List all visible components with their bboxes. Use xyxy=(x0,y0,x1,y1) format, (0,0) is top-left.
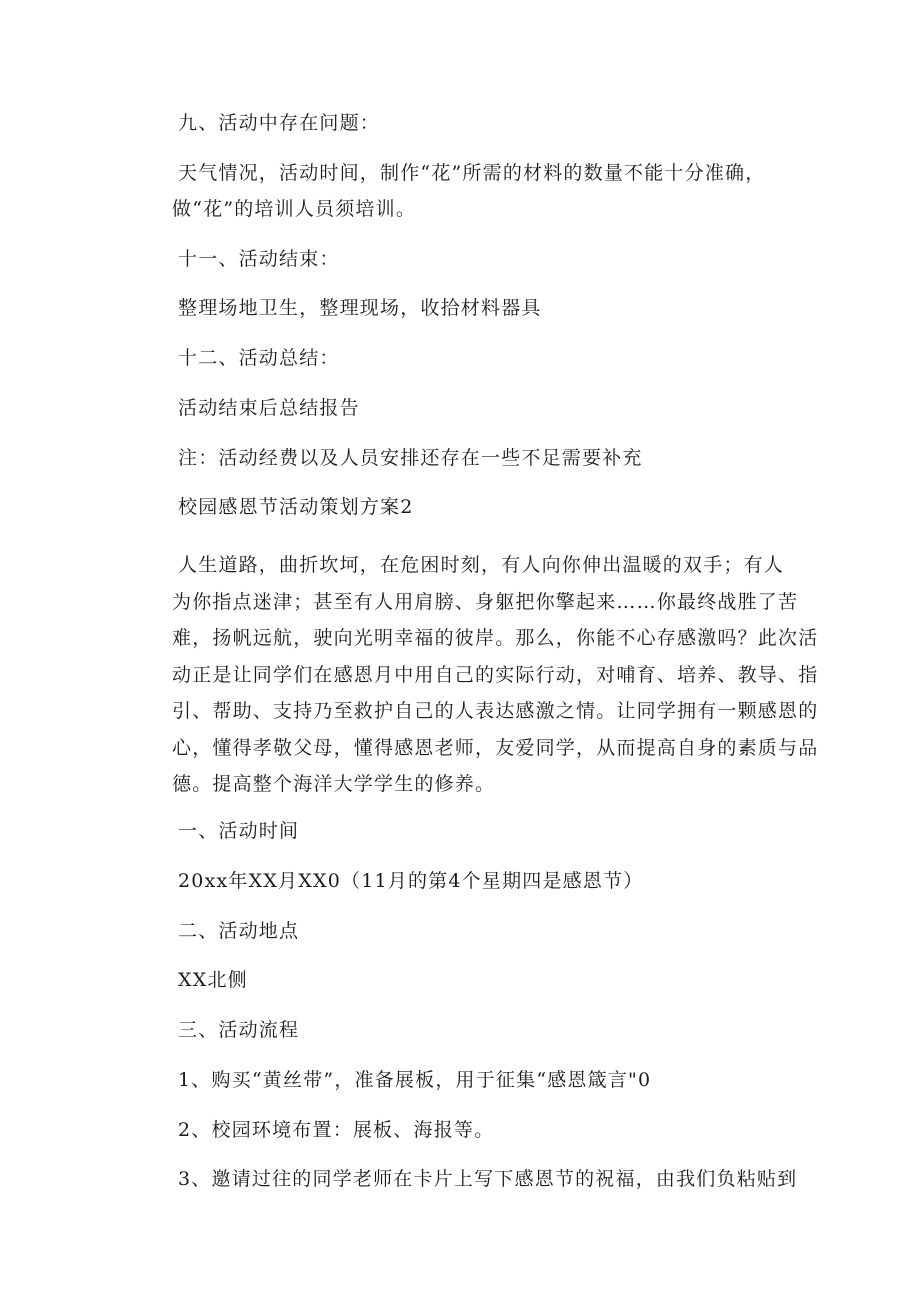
location-text: XX北侧 xyxy=(178,969,248,991)
summary-text: 活动结束后总结报告 xyxy=(178,397,360,419)
issues-text-line-1: 天气情况，活动时间，制作“花”所需的材料的数量不能十分准确， xyxy=(178,162,766,184)
heading-process: 三、活动流程 xyxy=(178,1019,300,1041)
plan-title: 校园感恩节活动策划方案2 xyxy=(178,496,414,518)
intro-line-2: 为你指点迷津；甚至有人用肩膀、身躯把你擎起来……你最终战胜了苦 xyxy=(172,590,799,613)
heading-time: 一、活动时间 xyxy=(178,820,300,842)
heading-summary: 十二、活动总结： xyxy=(178,347,340,369)
process-step-2: 2、校园环境布置：展板、海报等。 xyxy=(178,1119,495,1141)
intro-line-3: 难，扬帆远航，驶向光明幸福的彼岸。那么，你能不心存感激吗？此次活 xyxy=(172,627,819,649)
intro-line-6: 心，懂得孝敬父母，懂得感恩老师，友爱同学，从而提高自身的素质与品 xyxy=(172,736,819,759)
intro-line-7: 德。提高整个海洋大学学生的修养。 xyxy=(172,773,496,795)
issues-text-line-2: 做“花”的培训人员须培训。 xyxy=(172,198,417,220)
intro-paragraph xyxy=(172,547,819,803)
end-text: 整理场地卫生，整理现场，收拾材料器具 xyxy=(178,297,542,319)
heading-location: 二、活动地点 xyxy=(178,920,300,942)
heading-issues: 九、活动中存在问题： xyxy=(178,112,381,134)
note-text: 注：活动经费以及人员安排还存在一些不足需要补充 xyxy=(178,447,643,469)
time-text: 20xx年XX月XX0（11月的第4个星期四是感恩节） xyxy=(178,870,644,892)
intro-line-1: 人生道路，曲折坎坷，在危困时刻，有人向你伸出温暖的双手；有人 xyxy=(178,554,785,576)
process-step-3: 3、邀请过往的同学老师在卡片上写下感恩节的祝福，由我们负粘贴到 xyxy=(178,1168,798,1190)
intro-line-4: 动正是让同学们在感恩月中用自己的实际行动，对哺育、培养、教导、指 xyxy=(172,663,819,686)
process-step-1: 1、购买“黄丝带”，准备展板，用于征集“感恩箴言"0 xyxy=(178,1069,652,1091)
heading-end: 十一、活动结束： xyxy=(178,248,340,270)
intro-line-5: 引、帮助、支持乃至救护自己的人表达感激之情。让同学拥有一颗感恩的 xyxy=(172,700,819,722)
